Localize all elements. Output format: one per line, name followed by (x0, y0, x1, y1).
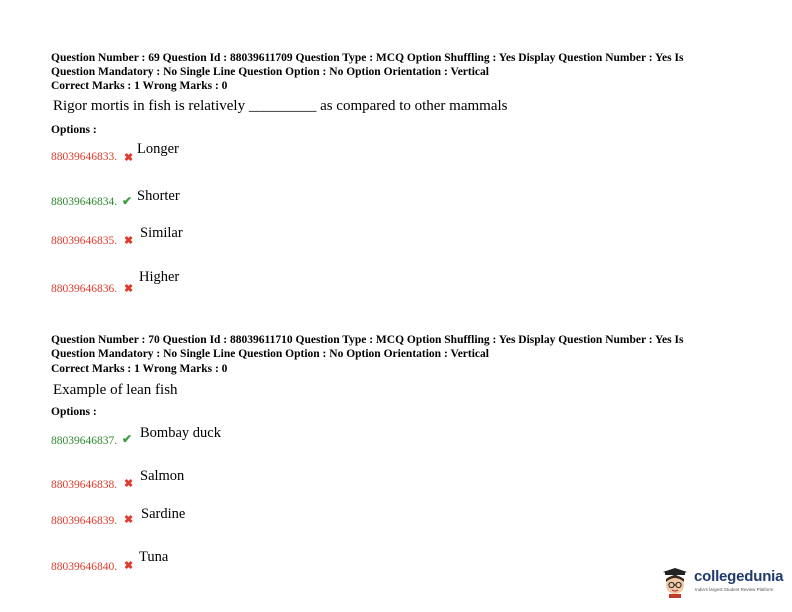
option-text: Higher (139, 269, 180, 285)
options-label: Options : (51, 124, 97, 136)
question-text: Example of lean fish (53, 382, 178, 398)
option-text: Sardine (141, 506, 186, 522)
question-69-meta (51, 51, 751, 79)
option-id: 88039646837. (51, 435, 118, 447)
cross-icon: ✖ (124, 283, 134, 295)
option-text: Tuna (139, 549, 169, 565)
check-icon: ✔ (122, 194, 133, 208)
option-id: 88039646834. (51, 196, 118, 208)
question-meta-line: Question Number : 70 Question Id : 88039611710 Question Type : MCQ Option Shuffling : Yes Display Question Number : Yes Is (51, 334, 684, 346)
check-icon: ✔ (122, 432, 133, 446)
option-text: Bombay duck (140, 425, 221, 441)
option-id: 88039646833. (51, 151, 118, 163)
question-70-meta (51, 333, 751, 361)
question-meta-line: Question Mandatory : No Single Line Question Option : No Option Orientation : Vertical (51, 66, 489, 78)
option-id: 88039646839. (51, 515, 118, 527)
options-label: Options : (51, 406, 97, 418)
option-id: 88039646840. (51, 561, 118, 573)
question-meta-line: Question Number : 69 Question Id : 88039611709 Question Type : MCQ Option Shuffling : Yes Display Question Number : Yes Is (51, 52, 684, 64)
logo-tagline: India's largest Student Review Platform (695, 587, 774, 592)
option-text: Similar (140, 225, 183, 241)
option-text: Salmon (140, 468, 185, 484)
collegedunia-logo (662, 566, 786, 602)
cross-icon: ✖ (124, 235, 134, 247)
question-meta-line: Question Mandatory : No Single Line Question Option : No Option Orientation : Vertical (51, 348, 489, 360)
question-marks: Correct Marks : 1 Wrong Marks : 0 (51, 363, 228, 375)
cross-icon: ✖ (124, 560, 134, 572)
logo-wordmark: collegedunia (694, 568, 784, 585)
option-id: 88039646838. (51, 479, 118, 491)
cross-icon: ✖ (124, 514, 134, 526)
option-id: 88039646835. (51, 235, 118, 247)
cross-icon: ✖ (124, 152, 134, 164)
question-marks: Correct Marks : 1 Wrong Marks : 0 (51, 80, 228, 92)
option-id: 88039646836. (51, 283, 118, 295)
cross-icon: ✖ (124, 478, 134, 490)
question-text: Rigor mortis in fish is relatively _________ as compared to other mammals (53, 98, 508, 114)
option-text: Shorter (137, 188, 180, 204)
mascot-icon (662, 568, 688, 598)
option-text: Longer (137, 141, 179, 157)
